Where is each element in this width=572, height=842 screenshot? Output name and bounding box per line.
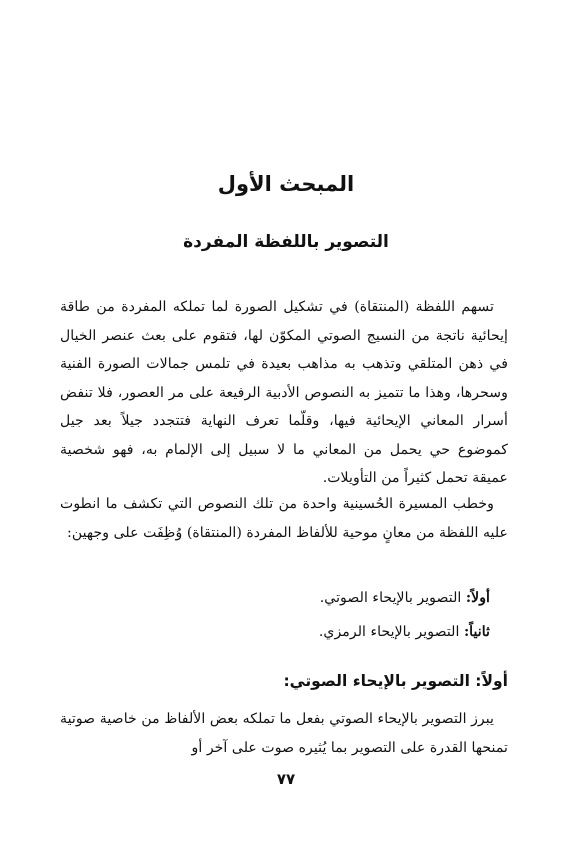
section-title: التصوير باللفظة المفردة — [183, 232, 389, 252]
paragraph-text: وخطب المسيرة الحُسينية واحدة من تلك النصوص التي تكشف ما انطوت عليه اللفظة من معانٍ موحية للألفاظ المفردة (المنتقاة) وُظِفَت على وجهين: — [60, 496, 508, 541]
list-item — [60, 581, 490, 615]
paragraph-text: تسهم اللفظة (المنتقاة) في تشكيل الصورة لما تملكه المفردة من طاقة إيحائية ناتجة من النسيج الصوتي المكوّن لها، فتقوم على بعث عنصر الخيال في ذهن المتلقي وتذهب به مذاهب بعيدة في تلمس جمالات الصورة الفنية وسحرها، وهذا ما تتميز به النصوص الأدبية الرفيعة على مر العصور، فلا تنفض أسرار المعاني الإيحائية فيها، وقلّما تعرف النهاية فتتجدد جيلاً بعد جيل كموضوع حي يحمل من المعاني ما لا سبيل إلى الإلمام به، فهو شخصية عميقة تحمل كثيراً من التأويلات. — [60, 299, 508, 486]
paragraph-block-1 — [60, 293, 508, 493]
sub-heading: أولاً: التصوير بالإيحاء الصوتي: — [283, 672, 508, 690]
paragraph-text: يبرز التصوير بالإيحاء الصوتي بفعل ما تملكه بعض الألفاظ من خاصية صوتية تمنحها القدرة على التصوير بما يُثيره صوت على آخر أو — [60, 711, 508, 756]
paragraph-block-3 — [60, 705, 508, 762]
list-item-label: ثانياً: — [463, 624, 490, 640]
list-item-text: التصوير بالإيحاء الصوتي. — [319, 590, 466, 606]
list-item-text: التصوير بالإيحاء الرمزي. — [318, 624, 464, 640]
chapter-title: المبحث الأول — [217, 172, 355, 196]
list-item — [60, 615, 490, 649]
list-item-label: أولاً: — [465, 590, 490, 606]
page-number: ٧٧ — [276, 770, 296, 788]
methods-list — [60, 581, 490, 649]
paragraph-block-2 — [60, 490, 508, 547]
